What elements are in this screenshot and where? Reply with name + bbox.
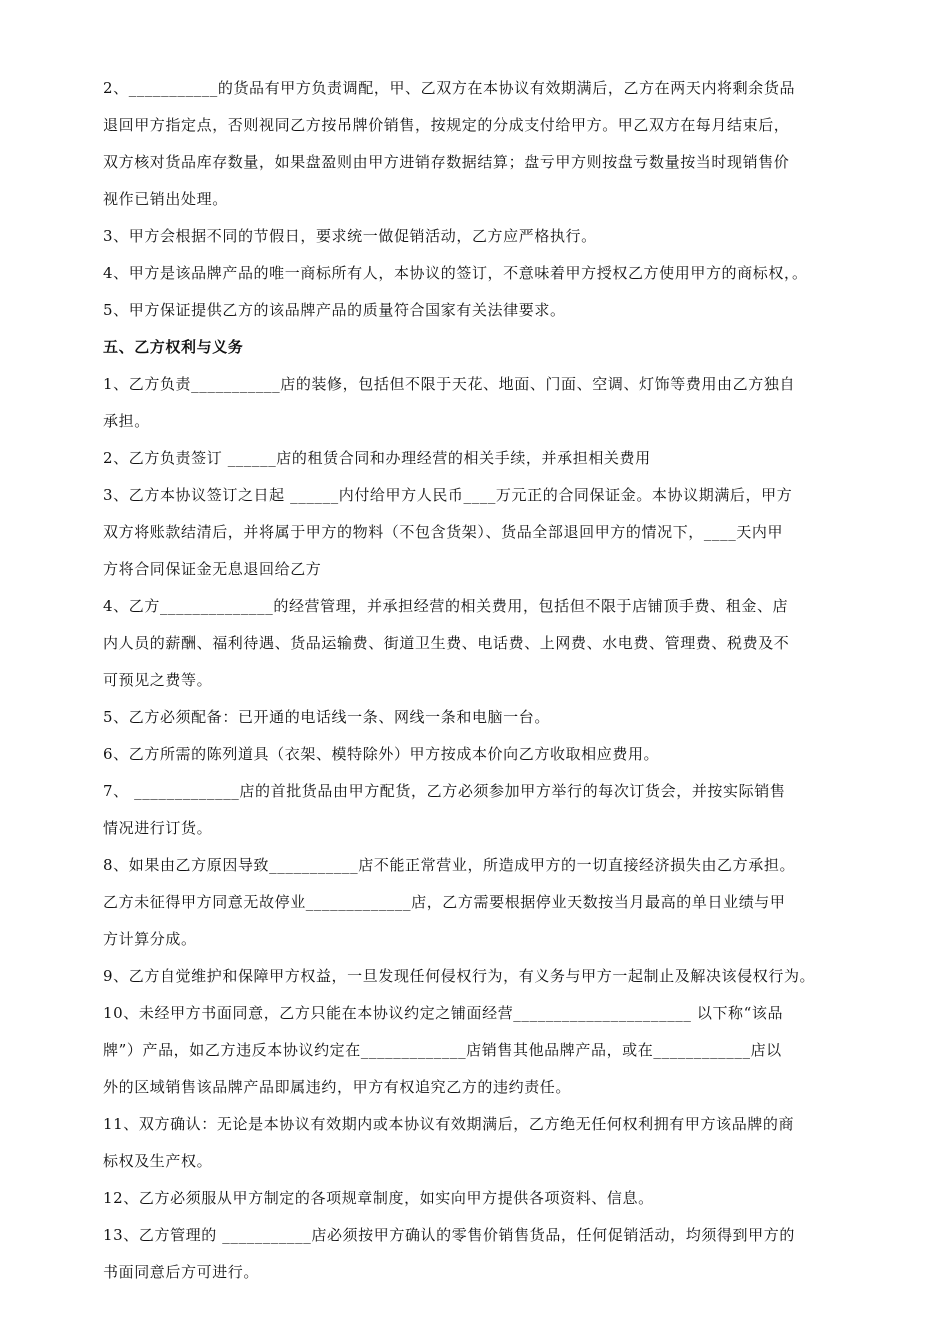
text-line: 2、___________的货品有甲方负责调配，甲、乙双方在本协议有效期满后，乙方在两天内将剩余货品 bbox=[103, 79, 796, 97]
text-line: 双方核对货品库存数量，如果盘盈则由甲方进销存数据结算；盘亏甲方则按盘亏数量按当时现销售价 bbox=[103, 153, 790, 171]
text-line: 6、乙方所需的陈列道具（衣架、模特除外）甲方按成本价向乙方收取相应费用。 bbox=[103, 745, 660, 763]
text-line: 11、双方确认：无论是本协议有效期内或本协议有效期满后，乙方绝无任何权利拥有甲方该品牌的商 bbox=[103, 1115, 795, 1133]
text-line: 视作已销出处理。 bbox=[103, 190, 228, 208]
text-line: 12、乙方必须服从甲方制定的各项规章制度，如实向甲方提供各项资料、信息。 bbox=[103, 1189, 654, 1207]
text-line: 方将合同保证金无息退回给乙方 bbox=[103, 560, 322, 578]
section-heading: 五、乙方权利与义务 bbox=[103, 338, 244, 356]
text-line: 4、甲方是该品牌产品的唯一商标所有人，本协议的签订，不意味着甲方授权乙方使用甲方的商标权，。 bbox=[103, 264, 808, 282]
text-line: 13、乙方管理的 ___________店必须按甲方确认的零售价销售货品，任何促销活动，均须得到甲方的 bbox=[103, 1226, 795, 1244]
text-line: 承担。 bbox=[103, 412, 150, 430]
text-line: 3、乙方本协议签订之日起 ______内付给甲方人民币____万元正的合同保证金。本协议期满后，甲方 bbox=[103, 486, 793, 504]
text-line: 方计算分成。 bbox=[103, 930, 197, 948]
text-line: 9、乙方自觉维护和保障甲方权益，一旦发现任何侵权行为，有义务与甲方一起制止及解决该侵权行为。 bbox=[103, 967, 816, 985]
text-line: 7、 _____________店的首批货品由甲方配货，乙方必须参加甲方举行的每次订货会，并按实际销售 bbox=[103, 782, 786, 800]
text-line: 10、未经甲方书面同意，乙方只能在本协议约定之铺面经营______________________ 以下称“该品 bbox=[103, 1004, 784, 1022]
text-line: 退回甲方指定点，否则视同乙方按吊牌价销售，按规定的分成支付给甲方。甲乙双方在每月结束后， bbox=[103, 116, 790, 134]
document-page bbox=[103, 70, 853, 1291]
text-line: 情况进行订货。 bbox=[103, 819, 213, 837]
text-line: 外的区域销售该品牌产品即属违约，甲方有权追究乙方的违约责任。 bbox=[103, 1078, 572, 1096]
text-line: 可预见之费等。 bbox=[103, 671, 213, 689]
text-line: 标权及生产权。 bbox=[103, 1152, 213, 1170]
text-line: 书面同意后方可进行。 bbox=[103, 1263, 260, 1281]
text-line: 8、如果由乙方原因导致___________店不能正常营业，所造成甲方的一切直接经济损失由乙方承担。 bbox=[103, 856, 796, 874]
text-line: 4、乙方______________的经营管理，并承担经营的相关费用，包括但不限于店铺顶手费、租金、店 bbox=[103, 597, 789, 615]
text-line: 5、甲方保证提供乙方的该品牌产品的质量符合国家有关法律要求。 bbox=[103, 301, 566, 319]
text-line: 乙方未征得甲方同意无故停业_____________店，乙方需要根据停业天数按当月最高的单日业绩与甲 bbox=[103, 893, 786, 911]
text-line: 5、乙方必须配备：已开通的电话线一条、网线一条和电脑一台。 bbox=[103, 708, 550, 726]
text-line: 牌”）产品，如乙方违反本协议约定在_____________店销售其他品牌产品，或在____________店以 bbox=[103, 1041, 782, 1059]
text-line: 2、乙方负责签订 ______店的租赁合同和办理经营的相关手续，并承担相关费用 bbox=[103, 449, 651, 467]
text-line: 1、乙方负责___________店的装修，包括但不限于天花、地面、门面、空调、灯饰等费用由乙方独自 bbox=[103, 375, 796, 393]
text-line: 双方将账款结清后，并将属于甲方的物料（不包含货架）、货品全部退回甲方的情况下，____天内甲 bbox=[103, 523, 784, 541]
text-line: 3、甲方会根据不同的节假日，要求统一做促销活动，乙方应严格执行。 bbox=[103, 227, 597, 245]
text-line: 内人员的薪酬、福利待遇、货品运输费、街道卫生费、电话费、上网费、水电费、管理费、税费及不 bbox=[103, 634, 790, 652]
